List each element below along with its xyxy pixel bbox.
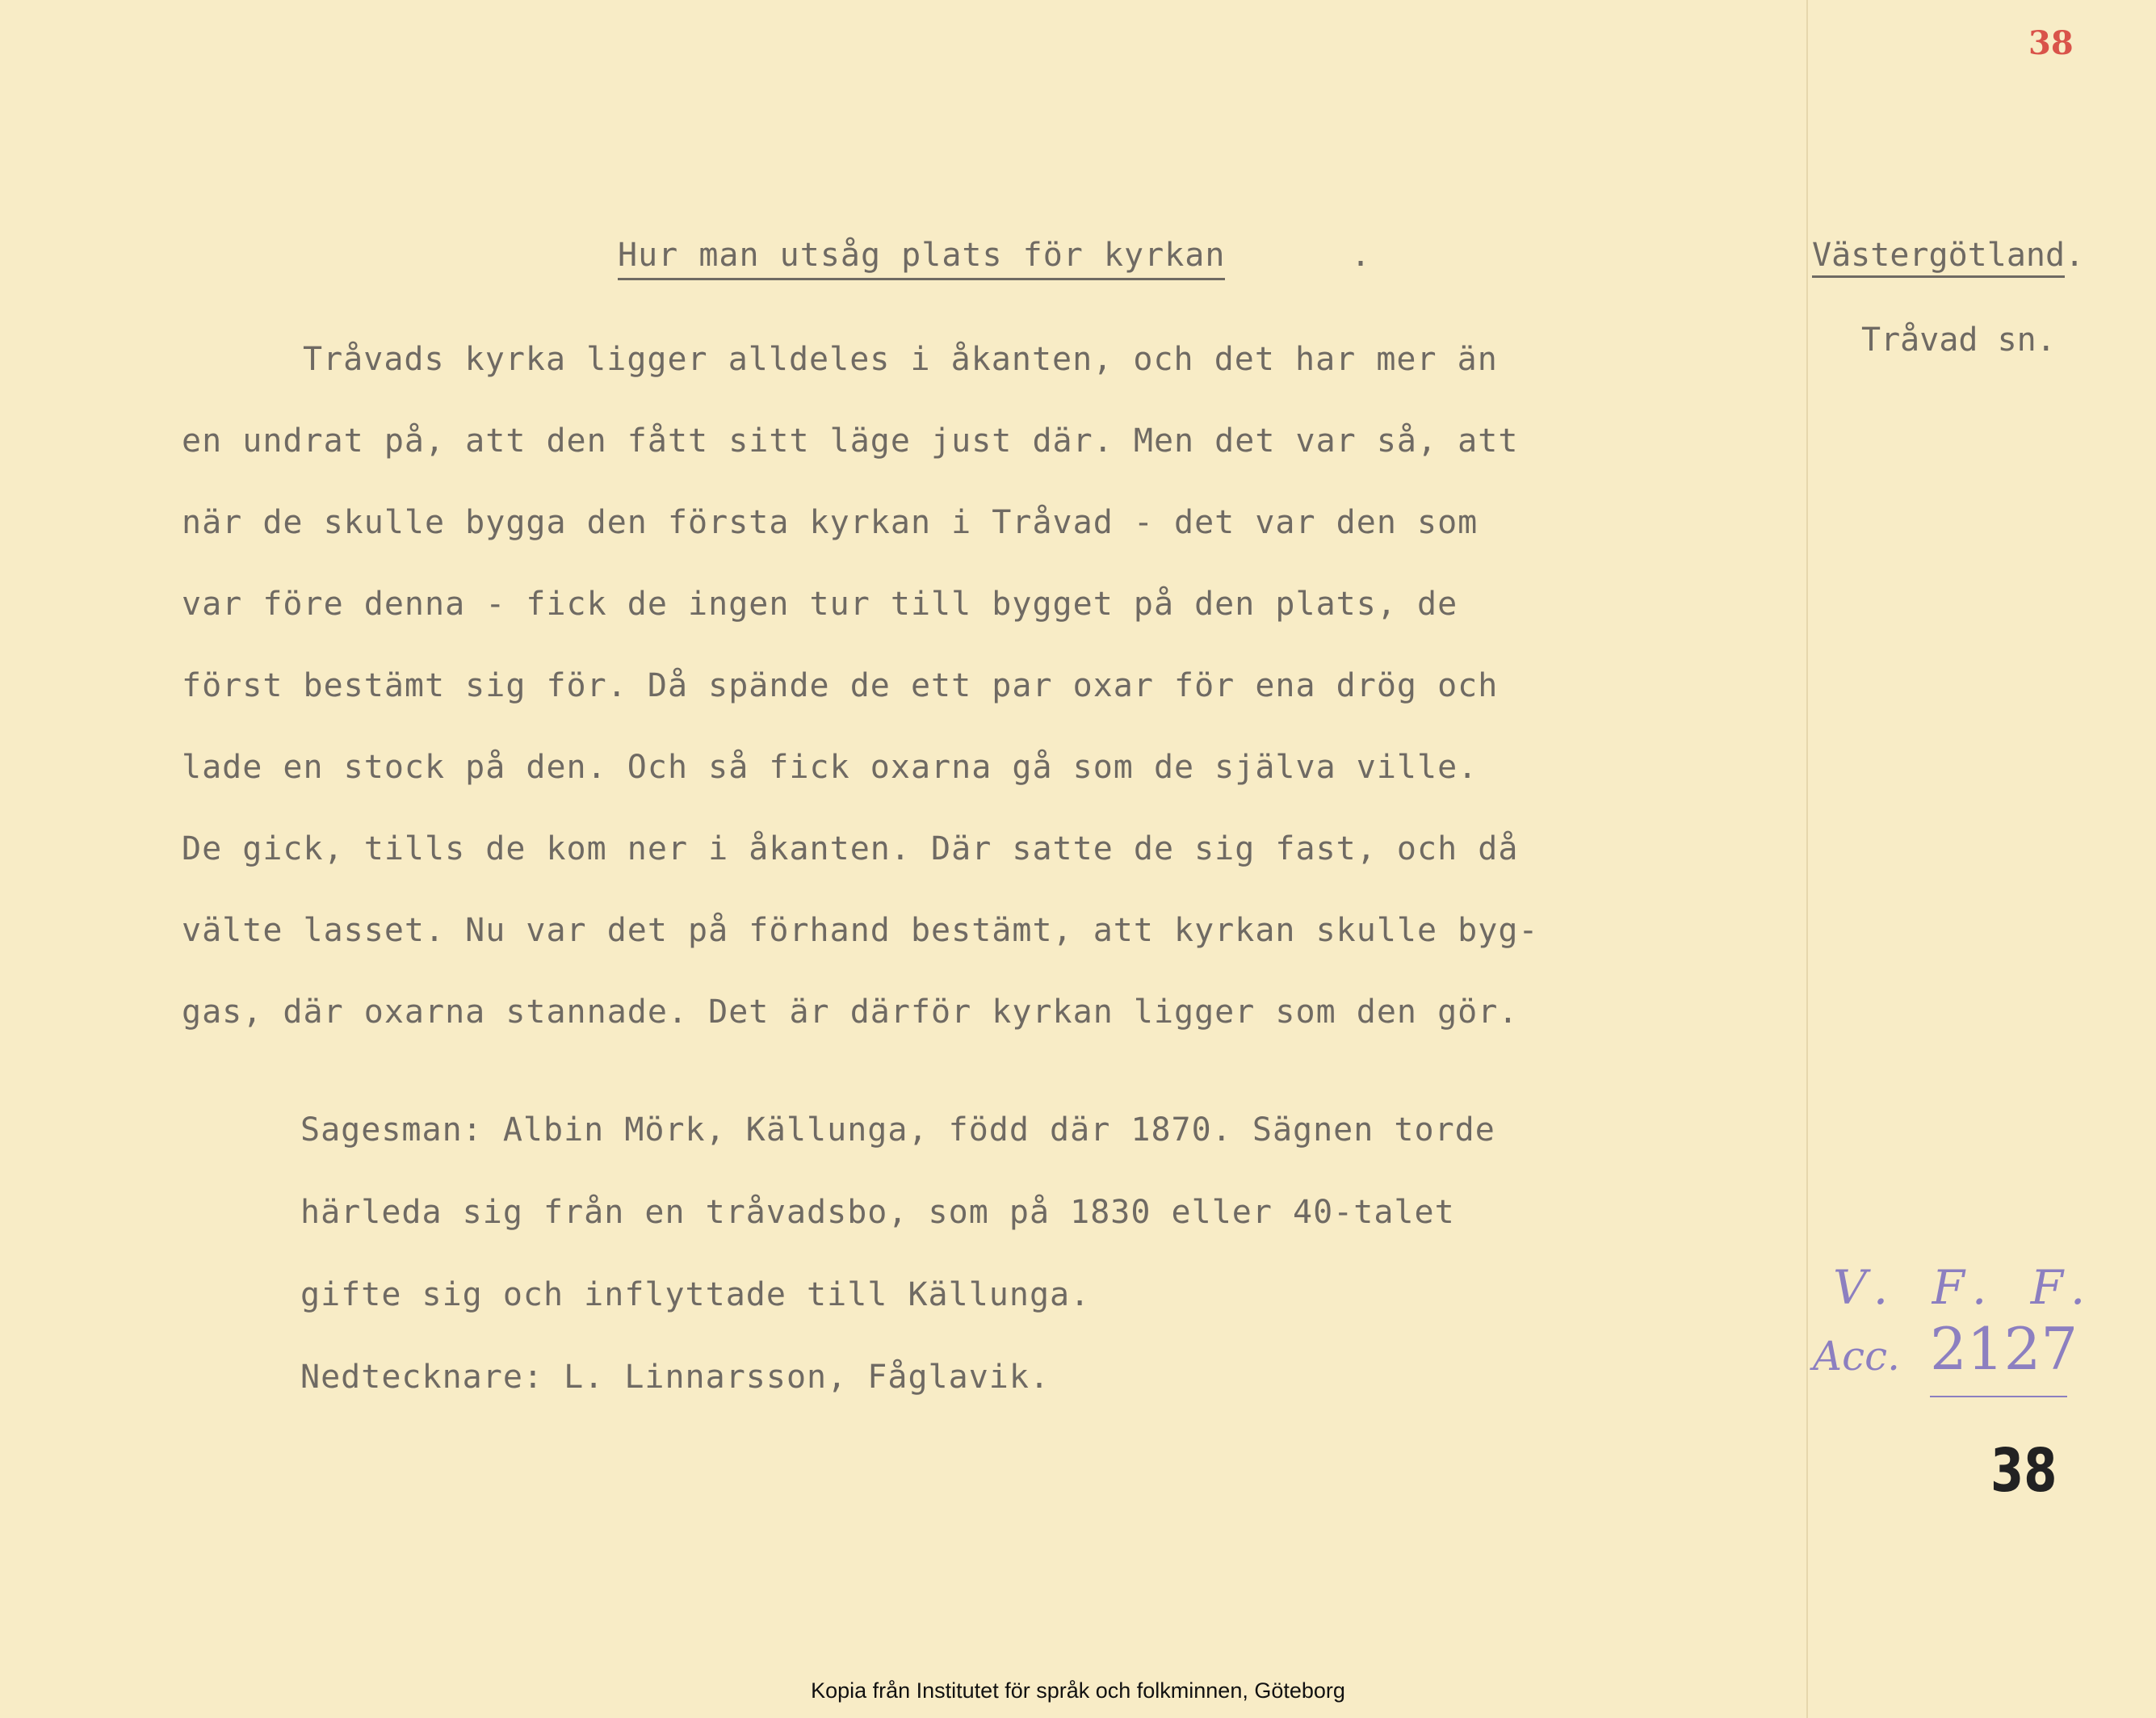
parish-label: Tråvad sn.: [1861, 321, 2056, 359]
stamp-acc-label: Acc.: [1813, 1333, 1901, 1380]
archive-stamp: [1809, 1260, 2116, 1422]
body-line: när de skulle bygga den första kyrkan i Tråvad - det var den som: [182, 504, 1479, 541]
page-number-top: 38: [2028, 24, 2074, 62]
region-name: Västergötland: [1812, 237, 2065, 278]
note-line: Nedtecknare: L. Linnarsson, Fåglavik.: [300, 1359, 1051, 1396]
page-number-bottom: 38: [1990, 1436, 2057, 1506]
stamp-archive-initials: V. F. F.: [1833, 1260, 2100, 1315]
body-line: en undrat på, att den fått sitt läge just där. Men det var så, att: [182, 422, 1519, 460]
note-line: gifte sig och inflyttade till Källunga.: [300, 1276, 1091, 1313]
document-title: Hur man utsåg plats för kyrkan: [618, 234, 1225, 280]
title-period: .: [1351, 237, 1371, 274]
note-line: härleda sig från en tråvadsbo, som på 1830 eller 40-talet: [300, 1194, 1455, 1231]
margin-rule: [1806, 0, 1808, 1718]
note-line: Sagesman: Albin Mörk, Källunga, född där 1870. Sägnen torde: [300, 1111, 1495, 1149]
region-period: .: [2065, 237, 2085, 274]
body-line: De gick, tills de kom ner i åkanten. Där satte de sig fast, och då: [182, 830, 1519, 867]
stamp-underline: [1930, 1396, 2067, 1397]
stamp-acc-number: 2127: [1930, 1315, 2078, 1383]
body-line: först bestämt sig för. Då spände de ett par oxar för ena drög och: [182, 667, 1499, 704]
body-line: Tråvads kyrka ligger alldeles i åkanten, och det har mer än: [303, 341, 1498, 378]
body-line: gas, där oxarna stannade. Det är därför kyrkan ligger som den gör.: [182, 993, 1519, 1031]
archive-footer: Kopia från Institutet för språk och folkminnen, Göteborg: [811, 1678, 1345, 1703]
region-heading: [1812, 234, 2084, 276]
body-text: [182, 319, 1805, 1053]
body-line: var före denna - fick de ingen tur till bygget på den plats, de: [182, 586, 1458, 623]
body-line: lade en stock på den. Och så fick oxarna gå som de själva ville.: [182, 749, 1479, 786]
body-line: välte lasset. Nu var det på förhand bestämt, att kyrkan skulle byg-: [182, 912, 1539, 949]
source-notes: [300, 1089, 1786, 1418]
